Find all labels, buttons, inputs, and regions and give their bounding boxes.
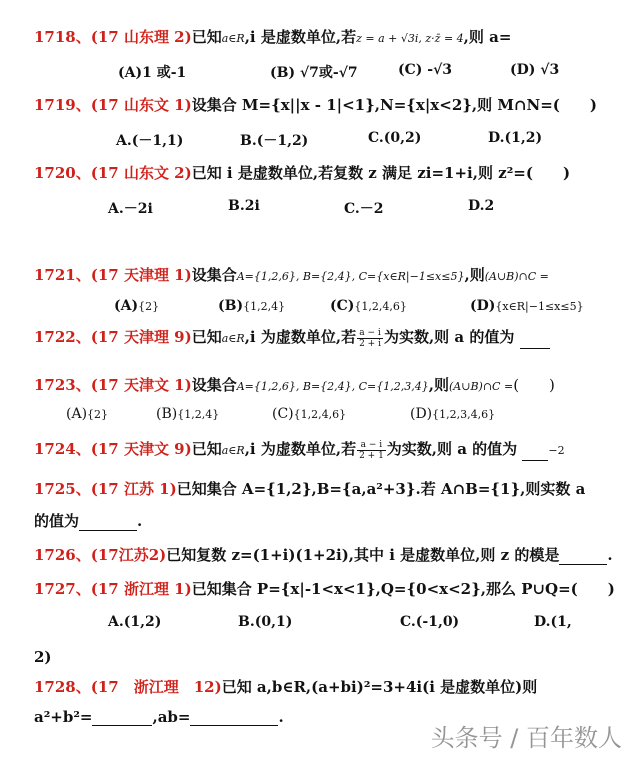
option-c: C.(0,2) (368, 130, 422, 146)
question-text: 已知 (191, 28, 222, 46)
question-1722 (34, 326, 620, 349)
option-b: B.(0,1) (238, 614, 293, 630)
question-number: 1722、 (34, 328, 91, 346)
question-1718 (34, 26, 620, 47)
question-source: (17 浙江理 1) (90, 580, 192, 598)
option-a: (A)1 或-1 (118, 65, 187, 81)
question-text: 的值为 (34, 512, 80, 530)
question-1723 (34, 374, 620, 395)
question-text: 已知 i 是虚数单位,若复数 z 满足 zi=1+i,则 z²=( ) (191, 164, 571, 182)
question-source: (17 浙江理 12) (90, 678, 222, 696)
math-expression: A={1,2,6}, B={2,4}, C={x∈R|−1≤x≤5} (236, 270, 465, 283)
option-a: A.－2i (108, 201, 153, 217)
option-d: D.(1, (534, 614, 572, 630)
question-text: 已知 a,b∈R,(a+bi)²=3+4i(i 是虚数单位)则 (221, 678, 538, 696)
option-continuation: 2) (34, 648, 52, 666)
math-expression: z = a + √3i, z·z̄ = 4 (356, 32, 464, 45)
question-1725-cont (34, 510, 620, 531)
math-expression: A={1,2,6}, B={2,4}, C={1,2,3,4} (236, 380, 429, 393)
options-1718 (0, 62, 640, 84)
question-number: 1723、 (34, 376, 91, 394)
answer-value: −2 (548, 444, 565, 457)
question-text: ,i 是虚数单位,若 (244, 28, 357, 46)
question-text: 设集合 (191, 376, 237, 394)
option-b: (B){1,2,4} (156, 406, 220, 422)
question-number: 1728、 (34, 678, 91, 696)
option-d: (D){x∈R|−1≤x≤5} (470, 298, 584, 314)
punctuation: . (278, 708, 284, 726)
question-source: (17 天津文 1) (90, 376, 192, 394)
option-b: (B){1,2,4} (218, 298, 286, 314)
math-expression: (A∪B)∩C = (449, 380, 514, 393)
question-text: 为实数,则 a 的值为 (383, 328, 515, 346)
question-source: (17 天津理 1) (90, 266, 192, 284)
punctuation: . (607, 546, 613, 564)
answer-blank (190, 711, 278, 726)
question-text: 设集合 M={x||x - 1|<1},N={x|x<2},则 M∩N=( ) (191, 96, 597, 114)
watermark: 头条号 / 百年数人 (430, 724, 622, 752)
math-expression: a∈R (221, 32, 245, 45)
answer-blank (92, 711, 152, 726)
question-number: 1720、 (34, 164, 91, 182)
option-c: C.(-1,0) (400, 614, 460, 630)
fraction: $\frac{a - i}{2 + i}$ (359, 327, 381, 349)
option-a: (A){2} (114, 298, 160, 314)
question-text: 已知复数 z=(1+i)(1+2i),其中 i 是虚数单位,则 z 的模是 (166, 546, 560, 564)
answer-blank (520, 334, 550, 349)
option-a: (A){2} (66, 406, 109, 422)
question-1728 (34, 676, 620, 697)
question-1719 (34, 94, 620, 115)
question-source: (17 江苏 1) (90, 480, 177, 498)
option-b: B.(－1,2) (240, 133, 309, 149)
question-number: 1727、 (34, 580, 91, 598)
question-number: 1718、 (34, 28, 91, 46)
question-text: 已知集合 A={1,2},B={a,a²+3}.若 A∩B={1},则实数 a (176, 480, 586, 498)
question-1725 (34, 478, 620, 499)
question-text: ,则 (428, 376, 449, 394)
question-1720 (34, 162, 620, 183)
option-b: B.2i (228, 198, 260, 214)
fraction: $\frac{a - i}{2 + 1}$ (359, 439, 384, 461)
question-source: (17 天津文 9) (90, 440, 192, 458)
question-number: 1726、 (34, 546, 91, 564)
answer-blank (522, 446, 548, 461)
question-text: ,则 a= (463, 28, 512, 46)
question-number: 1719、 (34, 96, 91, 114)
question-1727 (34, 578, 620, 599)
option-d-wrap (34, 648, 620, 666)
question-text: ,i 为虚数单位,若 (244, 328, 357, 346)
question-number: 1721、 (34, 266, 91, 284)
answer-blank (79, 516, 137, 531)
option-b: (B) √7或-√7 (270, 65, 358, 81)
option-a: A.(1,2) (108, 614, 162, 630)
question-text: 设集合 (191, 266, 237, 284)
question-1726 (34, 544, 620, 565)
option-d: (D){1,2,3,4,6} (410, 406, 496, 422)
question-source: (17江苏2) (90, 546, 167, 564)
question-text: ,则 (464, 266, 485, 284)
question-text: 已知集合 P={x|-1<x<1},Q={0<x<2},那么 P∪Q=( ) (191, 580, 615, 598)
options-1727 (0, 614, 640, 636)
option-a: A.(－1,1) (116, 133, 184, 149)
option-c: (C){1,2,4,6} (272, 406, 347, 422)
options-1720 (0, 198, 640, 220)
question-1724 (34, 438, 620, 461)
question-text: 已知 (191, 328, 222, 346)
option-d: D.2 (468, 198, 495, 214)
question-1721 (34, 264, 620, 285)
math-expression: a∈R (221, 444, 245, 457)
question-source: (17 山东理 2) (90, 28, 192, 46)
options-1723 (0, 406, 640, 428)
options-1721 (0, 298, 640, 320)
option-d: D.(1,2) (488, 130, 543, 146)
question-number: 1724、 (34, 440, 91, 458)
question-number: 1725、 (34, 480, 91, 498)
question-text: ,i 为虚数单位,若 (244, 440, 357, 458)
question-text: ,ab= (152, 708, 191, 726)
question-source: (17 山东文 1) (90, 96, 192, 114)
option-d: (D) √3 (510, 62, 560, 78)
answer-blank (559, 550, 607, 565)
question-text: 已知 (191, 440, 222, 458)
question-text: a²+b²= (34, 708, 93, 726)
math-expression: a∈R (221, 332, 245, 345)
math-expression: (A∪B)∩C = (484, 270, 549, 283)
question-text: 为实数,则 a 的值为 (386, 440, 518, 458)
answer-bracket: ( ) (513, 376, 555, 394)
question-source: (17 天津理 9) (90, 328, 192, 346)
punctuation: . (137, 512, 143, 530)
options-1719 (0, 130, 640, 152)
question-source: (17 山东文 2) (90, 164, 192, 182)
option-c: (C) -√3 (398, 62, 453, 78)
option-c: (C){1,2,4,6} (330, 298, 407, 314)
option-c: C.－2 (344, 201, 384, 217)
